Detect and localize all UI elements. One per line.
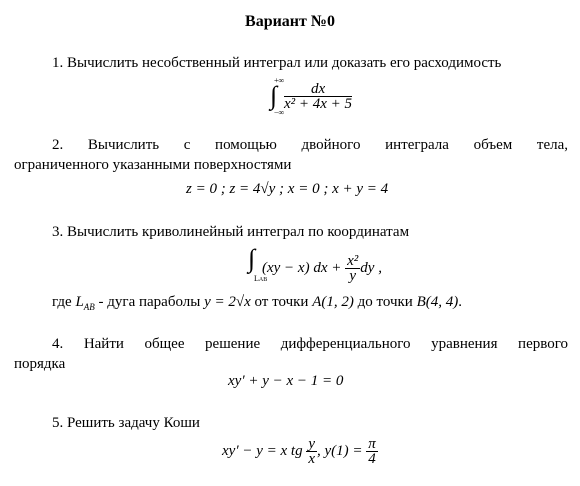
task-2-line-1: 2. Вычислить с помощью двойного интеграла объем тела, bbox=[52, 137, 568, 153]
task-3-formula: ∫ LAB (xy − x) dx + $\frac{\text{x²}}{y}$ dy , bbox=[248, 244, 382, 284]
integral-subscript: L bbox=[254, 274, 259, 283]
task-1-fraction bbox=[284, 82, 352, 111]
fraction-numerator: dx bbox=[284, 82, 352, 97]
point-b: B(4, 4) bbox=[416, 294, 459, 310]
integral-sign: ∫ bbox=[248, 244, 256, 273]
task-5-text: 5. Решить задачу Коши bbox=[52, 415, 200, 431]
task-1-formula bbox=[270, 78, 380, 118]
task-2-formula: z = 0 ; z = 4√y ; x = 0 ; x + y = 4 bbox=[186, 181, 389, 197]
task-3-where: где $L_{AB}$ - дуга параболы y = 2√x от точки A(1, 2) до точки B(4, 4). bbox=[52, 294, 462, 312]
task-4-formula: xy′ + y − x − 1 = 0 bbox=[228, 373, 344, 389]
page-title: Вариант №0 bbox=[245, 13, 335, 30]
fraction-denominator: x² + 4x + 5 bbox=[284, 96, 353, 112]
integral-lower-limit: −∞ bbox=[274, 108, 285, 117]
initial-condition-fraction: $\frac{\pi}{4}$ bbox=[368, 436, 376, 467]
integral-upper-limit: +∞ bbox=[274, 76, 285, 85]
task-3-text: 3. Вычислить криволинейный интеграл по координатам bbox=[52, 224, 410, 240]
cauchy-fraction: $\frac{y}{x}$ bbox=[308, 436, 315, 467]
point-a: A(1, 2) bbox=[312, 294, 354, 310]
parabola-equation: y = 2√x bbox=[204, 294, 251, 310]
task-4-line-1: 4. Найти общее решение дифференциального уравнения первого bbox=[52, 336, 568, 352]
task-1-text: 1. Вычислить несобственный интеграл или доказать его расходимость bbox=[52, 55, 502, 71]
integrand-fraction: $\frac{\text{x²}}{y}$ bbox=[347, 253, 359, 284]
integrand: (xy − x) dx + $\frac{\text{x²}}{y}$ dy , bbox=[262, 253, 382, 284]
curve-name: $L_{AB}$ bbox=[75, 294, 95, 312]
task-5-formula: xy′ − y = x tg $\frac{y}{x}$ , y(1) = $\frac{\pi}{4}$ bbox=[222, 436, 376, 467]
task-4-line-2: порядка bbox=[14, 356, 66, 372]
task-2-line-2: ограниченного указанными поверхностями bbox=[14, 157, 292, 173]
integral-sign: ∫ bbox=[270, 81, 278, 110]
